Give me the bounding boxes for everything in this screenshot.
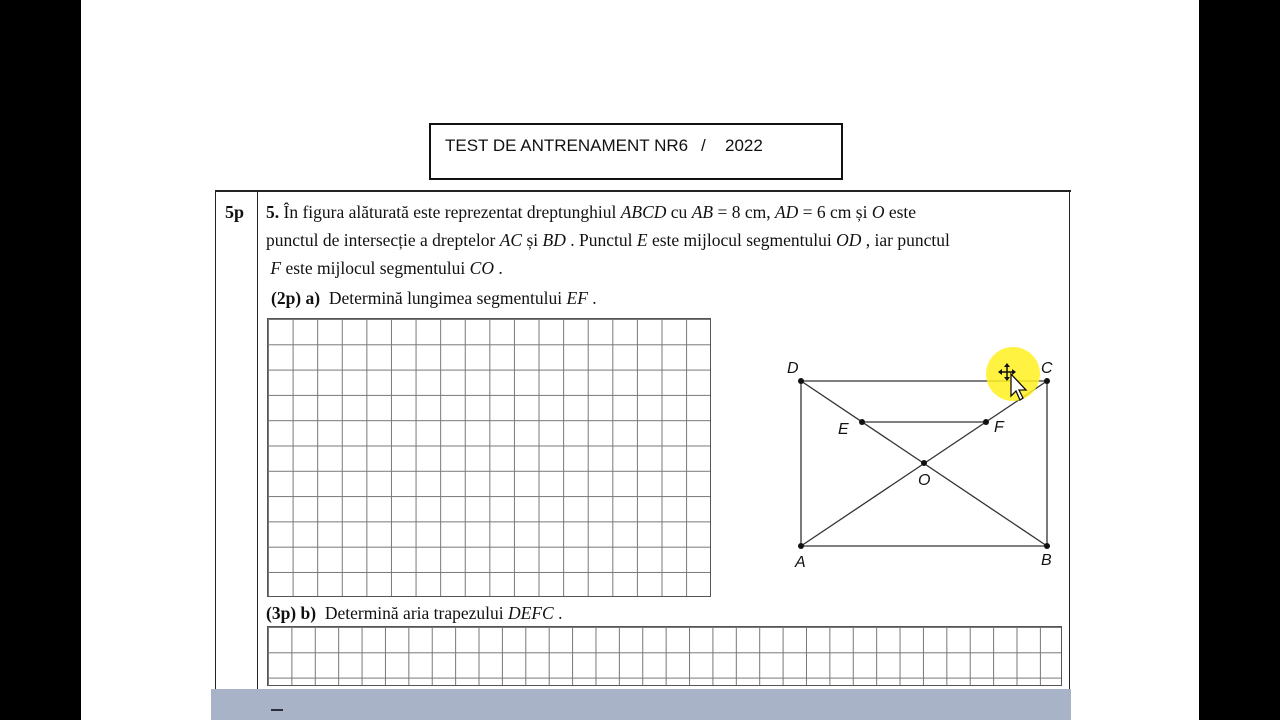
problem-line1-segment: AB <box>691 202 714 222</box>
problem-line2-segment: AC <box>499 230 523 250</box>
label-e: E <box>838 421 849 438</box>
label-f: F <box>994 419 1004 436</box>
question-b-score: (3p) b) <box>266 603 317 623</box>
problem-line2-segment: OD <box>836 230 862 250</box>
question-b <box>266 603 562 624</box>
problem-line-3 <box>266 254 1061 282</box>
camera-overlay-bar <box>211 689 1071 720</box>
point-o <box>921 460 927 466</box>
problem-line2-segment: BD <box>542 230 566 250</box>
problem-line1-segment: ABCD <box>620 202 667 222</box>
problem-line1-segment: În figura alăturată este reprezentat dreptunghiul <box>283 202 621 222</box>
label-a: A <box>795 554 806 571</box>
problem-line3-segment: CO <box>469 258 494 278</box>
problem-number: 5. <box>266 202 280 222</box>
problem-line2-segment: , iar punctul <box>861 230 950 250</box>
problem-line1-segment: este <box>884 202 917 222</box>
problem-points: 5p <box>225 202 245 222</box>
move-cursor-icon <box>997 362 1037 402</box>
problem-line-2 <box>266 226 1061 254</box>
point-e <box>859 419 865 425</box>
question-a-end: . <box>587 288 597 308</box>
label-d: D <box>787 360 799 377</box>
answer-grid-a <box>267 318 711 597</box>
problem-line2-segment: punctul de intersecție a dreptelor <box>266 230 500 250</box>
point-c <box>1044 378 1050 384</box>
problem-line1-segment: = 8 cm, <box>713 202 775 222</box>
table-left-border <box>215 191 216 691</box>
problem-line2-segment: este mijlocul segmentului <box>647 230 837 250</box>
problem-line3-segment: . <box>493 258 503 278</box>
title-separator: / <box>701 136 706 155</box>
question-b-end: . <box>553 603 563 623</box>
problem-line3-segment: este mijlocul segmentului <box>281 258 470 278</box>
test-year: 2022 <box>725 136 763 155</box>
question-a <box>271 288 597 309</box>
overlay-mark <box>271 709 283 711</box>
label-b: B <box>1041 552 1052 569</box>
table-top-border <box>215 190 1071 192</box>
question-b-text: Determină aria trapezului <box>324 603 508 623</box>
problem-line2-segment: . Punctul <box>565 230 637 250</box>
problem-line2-segment: și <box>522 230 543 250</box>
test-title-box <box>429 123 843 180</box>
question-a-score: (2p) a) <box>271 288 321 308</box>
point-b <box>1044 543 1050 549</box>
question-a-var: EF <box>566 288 588 308</box>
problem-line1-segment: cu <box>666 202 692 222</box>
problem-line1-segment: O <box>871 202 885 222</box>
point-d <box>798 378 804 384</box>
label-c: C <box>1041 360 1053 377</box>
problem-statement <box>266 198 1061 282</box>
problem-line2-segment: E <box>636 230 648 250</box>
answer-grid-b <box>267 626 1062 686</box>
label-o: O <box>918 472 931 489</box>
test-title: TEST DE ANTRENAMENT NR6 <box>445 136 689 155</box>
problem-line-1 <box>266 198 1061 226</box>
problem-line1-segment: = 6 cm și <box>798 202 872 222</box>
question-a-text: Determină lungimea segmentului <box>328 288 567 308</box>
question-b-var: DEFC <box>508 603 554 623</box>
problem-line3-segment: F <box>270 258 282 278</box>
table-column-divider <box>257 191 258 691</box>
worksheet-page <box>81 0 1199 720</box>
problem-line1-segment: AD <box>774 202 799 222</box>
point-a <box>798 543 804 549</box>
point-f <box>983 419 989 425</box>
